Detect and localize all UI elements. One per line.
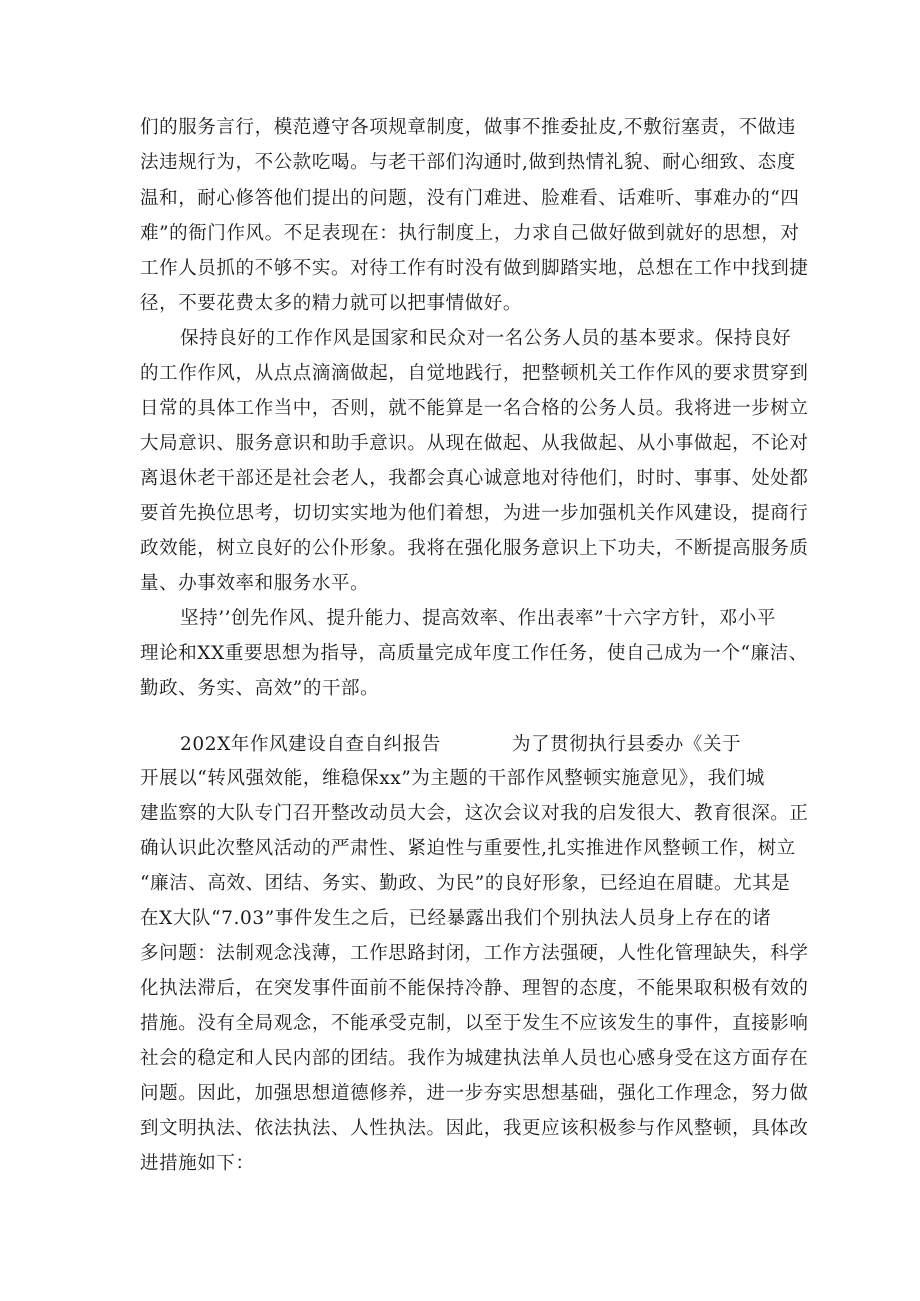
paragraph-1-line: 们的服务言行，模范遵守各项规章制度，做事不推委扯皮,不敷衍塞责，不做违 (140, 117, 796, 138)
paragraph-4-line: 到文明执法、依法执法、人性执法。因此，我更应该积极参与作风整顿，具体改 (140, 1118, 809, 1139)
paragraph-4-line: 社会的稳定和人民内部的团结。我作为城建执法单人员也心感身受在这方面存在 (140, 1048, 809, 1069)
paragraph-4-line: 在X大队“7.03”事件发生之后，已经暴露出我们个别执法人员身上存在的诸 (140, 908, 772, 929)
paragraph-2-line: 的工作作风，从点点滴滴做起，自觉地践行，把整顿机关工作作风的要求贯穿到 (140, 363, 809, 384)
paragraph-3-line: 理论和XX重要思想为指导，高质量完成年度工作任务，使自己成为一个“廉洁、 (140, 643, 808, 664)
paragraph-4-line: 进措施如下： (140, 1153, 255, 1174)
report-title: 202X年作风建设自查自纠报告 (180, 734, 441, 755)
paragraph-3-line: 勤政、务实、高效”的干部。 (140, 678, 380, 699)
paragraph-2-line: 保持良好的工作作风是国家和民众对一名公务人员的基本要求。保持良好 (180, 328, 792, 349)
paragraph-3-line: 坚持’’创先作风、提升能力、提高效率、作出表率”十六字方针，邓小平 (180, 608, 777, 629)
paragraph-1-line: 径，不要花费太多的精力就可以把事情做好。 (140, 293, 523, 314)
paragraph-4-line: 确认识此次整风活动的严肃性、紧迫性与重要性,扎实推进作风整顿工作，树立 (140, 838, 796, 859)
paragraph-1-line: 难”的衙门作风。不足表现在：执行制度上，力求自己做好做到就好的思想，对 (140, 223, 800, 244)
paragraph-2-line: 离退休老干部还是社会老人，我都会真心诚意地对待他们，时时、事事、处处都 (140, 468, 809, 489)
paragraph-4-line: 多问题：法制观念浅薄，工作思路封闭，工作方法强硬，人性化管理缺失，科学 (140, 943, 809, 964)
paragraph-2-line: 量、办事效率和服务水平。 (140, 573, 370, 594)
paragraph-1-line: 温和，耐心修答他们提出的问题，没有门难进、脸难看、话难听、事难办的“四 (140, 188, 800, 209)
paragraph-4-opening: 为了贯彻执行县委办《关于 (512, 734, 742, 755)
paragraph-2-line: 大局意识、服务意识和助手意识。从现在做起、从我做起、从小事做起，不论对 (140, 433, 809, 454)
paragraph-4-line: 问题。因此，加强思想道德修养，进一步夯实思想基础，强化工作理念，努力做 (140, 1083, 809, 1104)
paragraph-4-line: “廉洁、高效、团结、务实、勤政、为民”的良好形象，已经迫在眉睫。尤其是 (140, 873, 791, 894)
paragraph-4-line: 建监察的大队专门召开整改动员大会，这次会议对我的启发很大、教育很深。正 (140, 803, 809, 824)
paragraph-2-line: 政效能，树立良好的公仆形象。我将在强化服务意识上下功夫，不断提高服务质 (140, 538, 809, 559)
paragraph-2-line: 日常的具体工作当中，否则，就不能算是一名合格的公务人员。我将进一步树立 (140, 398, 809, 419)
paragraph-1-line: 法违规行为，不公款吃喝。与老干部们沟通时,做到热情礼貌、耐心细致、态度 (140, 152, 796, 173)
paragraph-2-line: 要首先换位思考，切切实实地为他们着想，为进一步加强机关作风建设，提商行 (140, 503, 809, 524)
paragraph-4-line: 化执法滞后，在突发事件面前不能保持冷静、理智的态度，不能果取积极有效的 (140, 978, 809, 999)
paragraph-4-line: 措施。没有全局观念，不能承受克制，以至于发生不应该发生的事件，直接影响 (140, 1013, 809, 1034)
paragraph-1-line: 工作人员抓的不够不实。对待工作有时没有做到脚踏实地，总想在工作中找到捷 (140, 258, 809, 279)
paragraph-4-line: 开展以“转风强效能，维稳保xx”为主题的干部作风整顿实施意见》，我们城 (140, 768, 766, 789)
